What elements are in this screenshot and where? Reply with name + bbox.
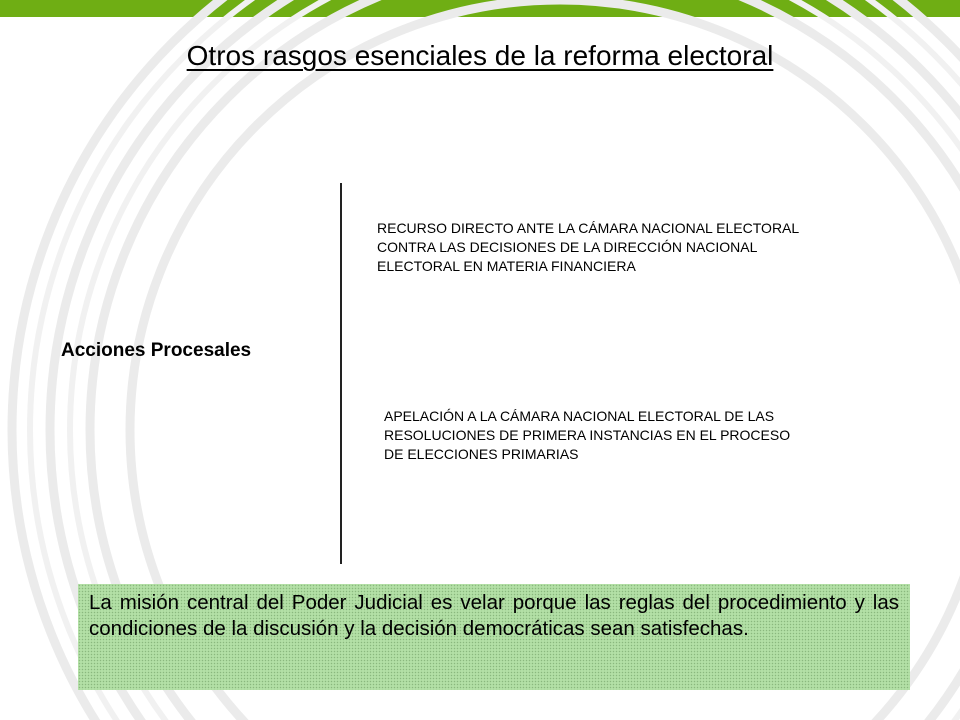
action-item-apelacion: APELACIÓN A LA CÁMARA NACIONAL ELECTORAL DE LAS RESOLUCIONES DE PRIMERA INSTANCIAS EN EL PROCESO DE ELECCIONES PRIMARIAS: [384, 408, 791, 462]
mission-statement-text: La misión central del Poder Judicial es velar porque las reglas del procedimiento y las condiciones de la discusión y la decisión democráticas sean satisfechas.: [89, 591, 899, 640]
mission-statement-box: [78, 584, 910, 690]
action-item-recurso-directo: RECURSO DIRECTO ANTE LA CÁMARA NACIONAL ELECTORAL CONTRA LAS DECISIONES DE LA DIRECCIÓN NACIONAL ELECTORAL EN MATERIA FINANCIERA: [377, 220, 800, 274]
divider-line: [340, 183, 342, 564]
page-title: Otros rasgos esenciales de la reforma electoral: [186, 40, 774, 71]
acciones-procesales-label: Acciones Procesales: [61, 340, 252, 361]
